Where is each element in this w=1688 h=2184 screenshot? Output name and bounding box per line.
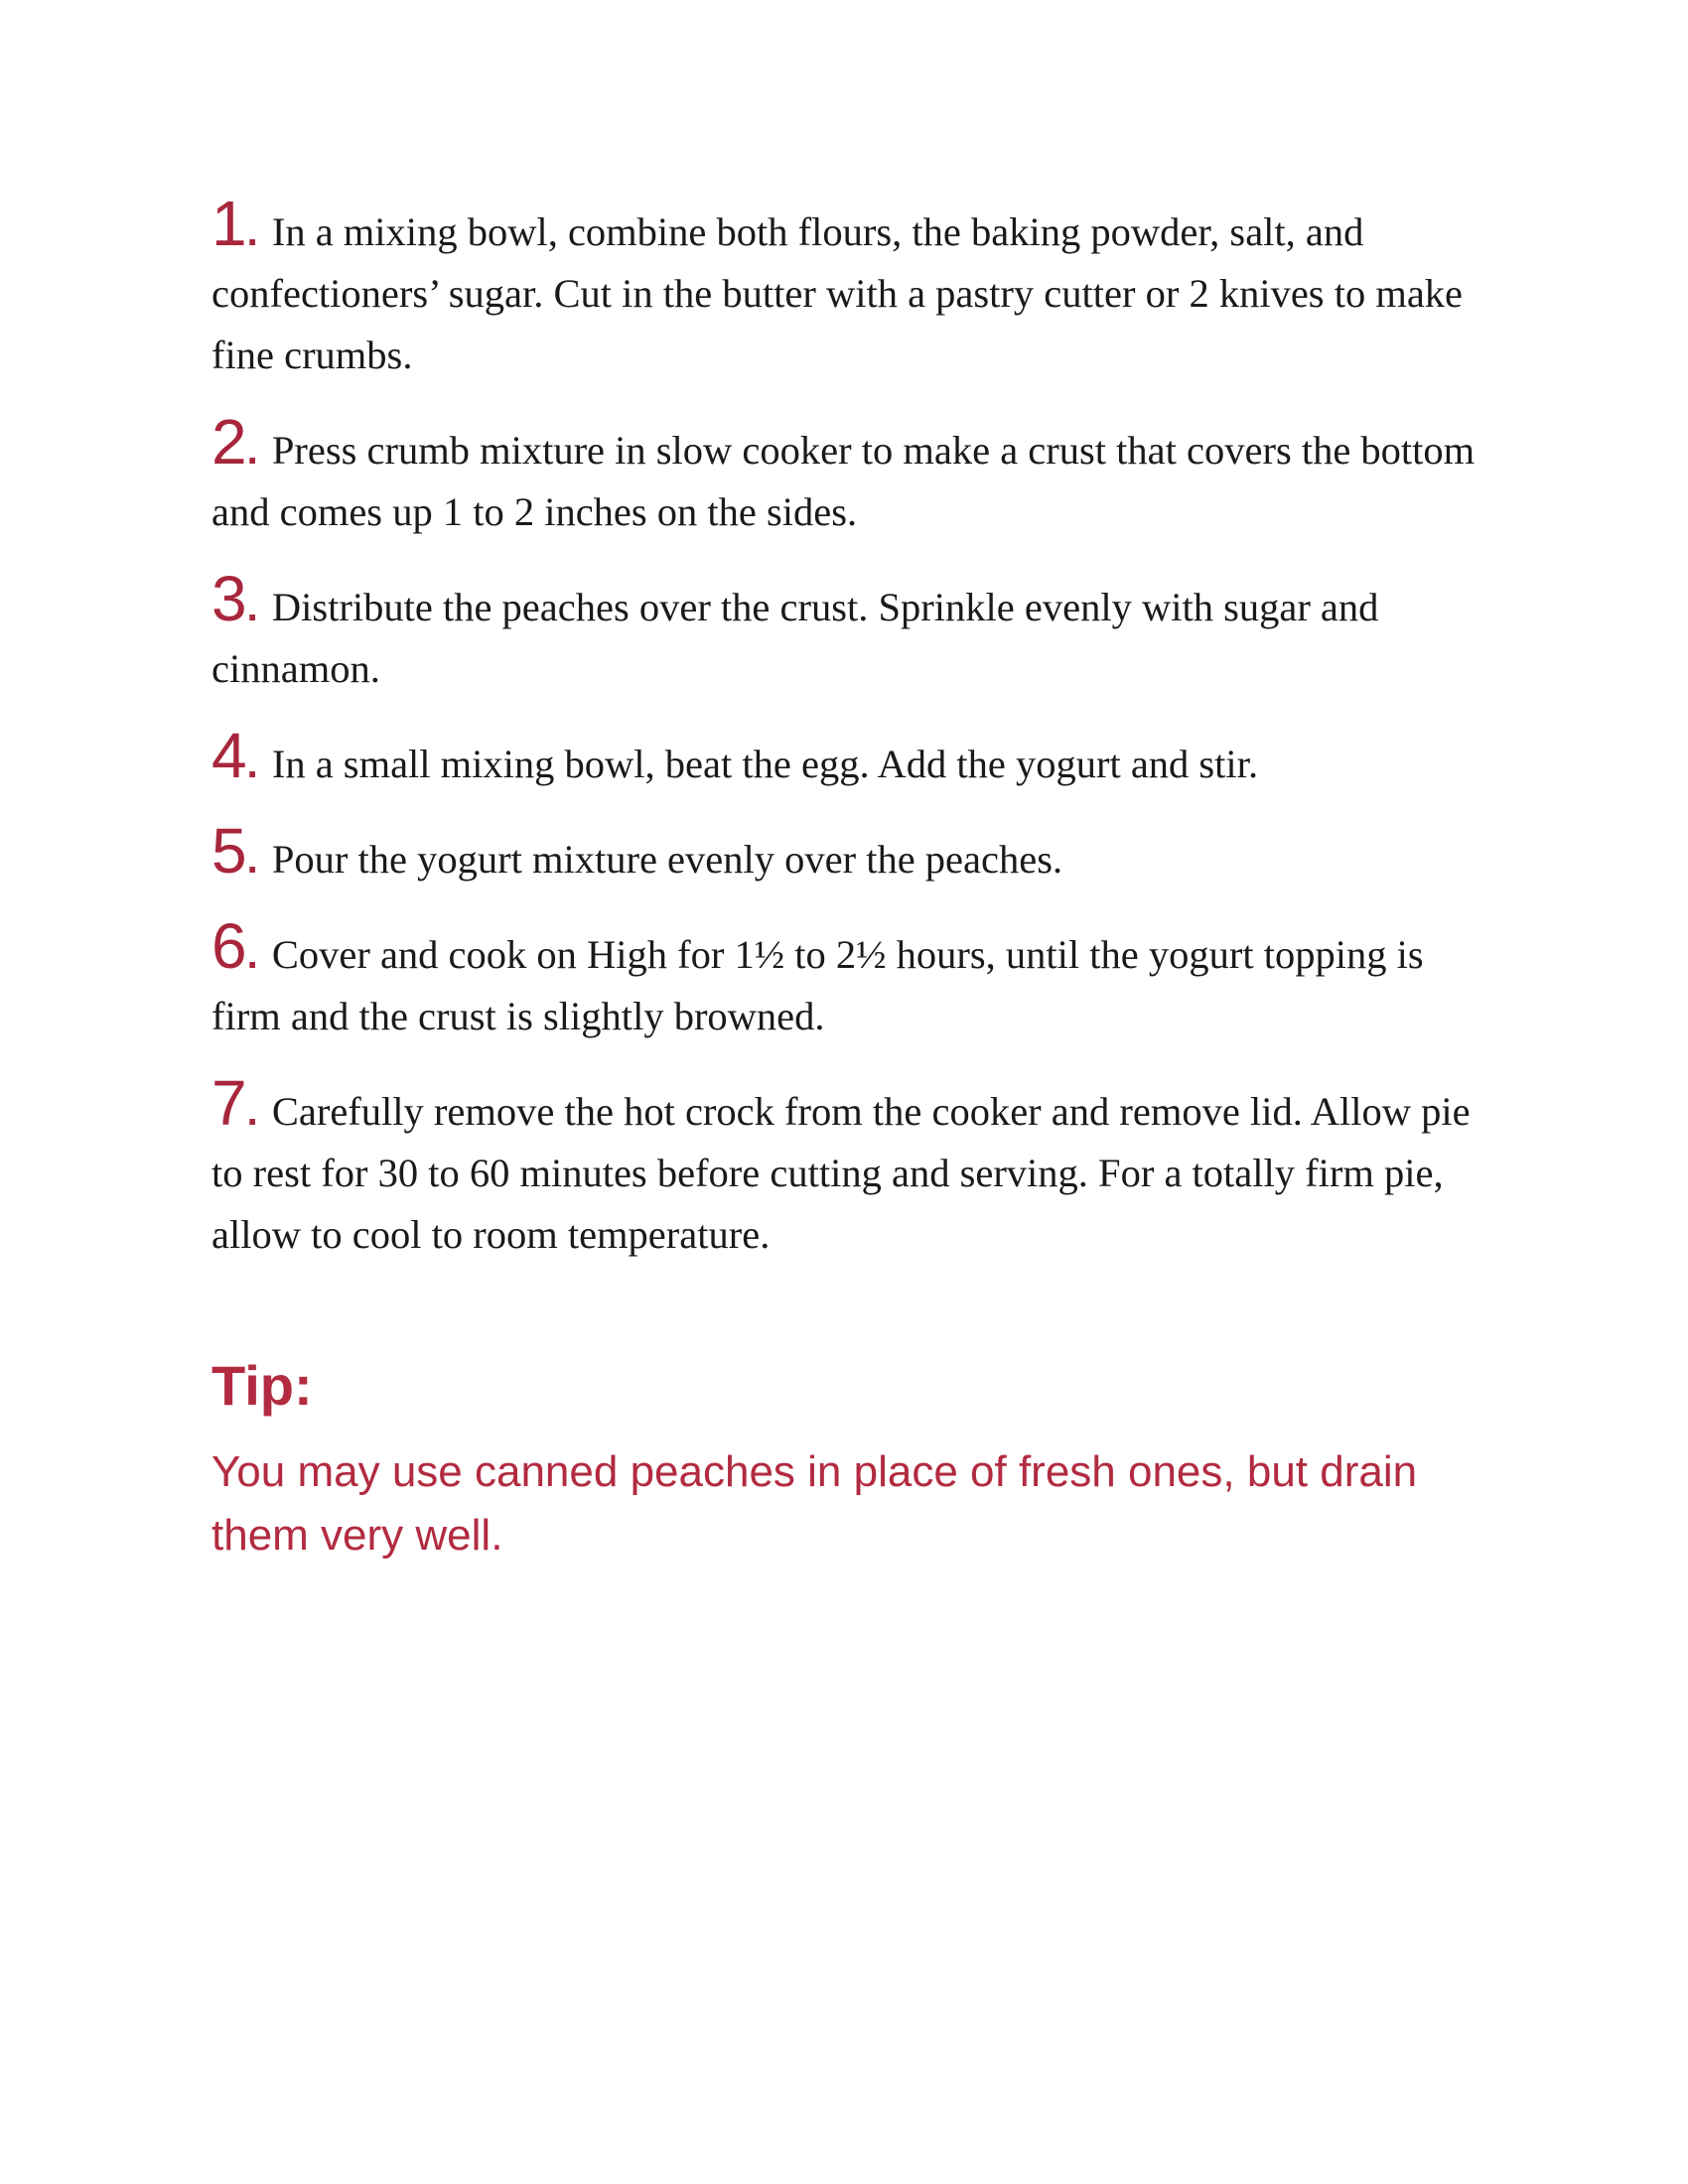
step-text-6: Cover and cook on High for 1½ to 2½ hours, until the yogurt topping is firm and the crust is slightly browned. (211, 932, 1424, 1038)
direction-step-5 (211, 815, 1492, 890)
step-text-3: Distribute the peaches over the crust. Sprinkle evenly with sugar and cinnamon. (211, 585, 1379, 691)
step-number-7: 7. (211, 1067, 258, 1139)
recipe-directions-page (211, 188, 1492, 1568)
directions-list (211, 188, 1492, 1266)
step-text-5: Pour the yogurt mixture evenly over the peaches. (271, 837, 1063, 882)
step-number-1: 1. (211, 188, 258, 259)
direction-step-7 (211, 1067, 1492, 1266)
step-number-6: 6. (211, 910, 258, 982)
step-number-4: 4. (211, 720, 258, 791)
tip-heading: Tip: (211, 1354, 313, 1417)
step-text-2: Press crumb mixture in slow cooker to make a crust that covers the bottom and comes up 1 to 2 inches on the sides. (211, 428, 1476, 534)
direction-step-3 (211, 563, 1492, 700)
direction-step-2 (211, 406, 1492, 543)
step-number-5: 5. (211, 815, 258, 887)
step-text-1: In a mixing bowl, combine both flours, the baking powder, salt, and confectioners’ sugar. Cut in the butter with a pastry cutter or 2 knives to make fine crumbs. (211, 209, 1464, 377)
direction-step-1 (211, 188, 1492, 386)
step-number-2: 2. (211, 406, 258, 478)
step-text-7: Carefully remove the hot crock from the cooker and remove lid. Allow pie to rest for 30 to 60 minutes before cutting and serving. For a totally firm pie, allow to cool to room temperature. (211, 1089, 1471, 1257)
tip-section (211, 1351, 1492, 1568)
step-number-3: 3. (211, 563, 258, 634)
step-text-4: In a small mixing bowl, beat the egg. Add the yogurt and stir. (271, 742, 1259, 786)
direction-step-4 (211, 720, 1492, 795)
direction-step-6 (211, 910, 1492, 1047)
tip-text: You may use canned peaches in place of fresh ones, but drain them very well. (211, 1447, 1418, 1560)
